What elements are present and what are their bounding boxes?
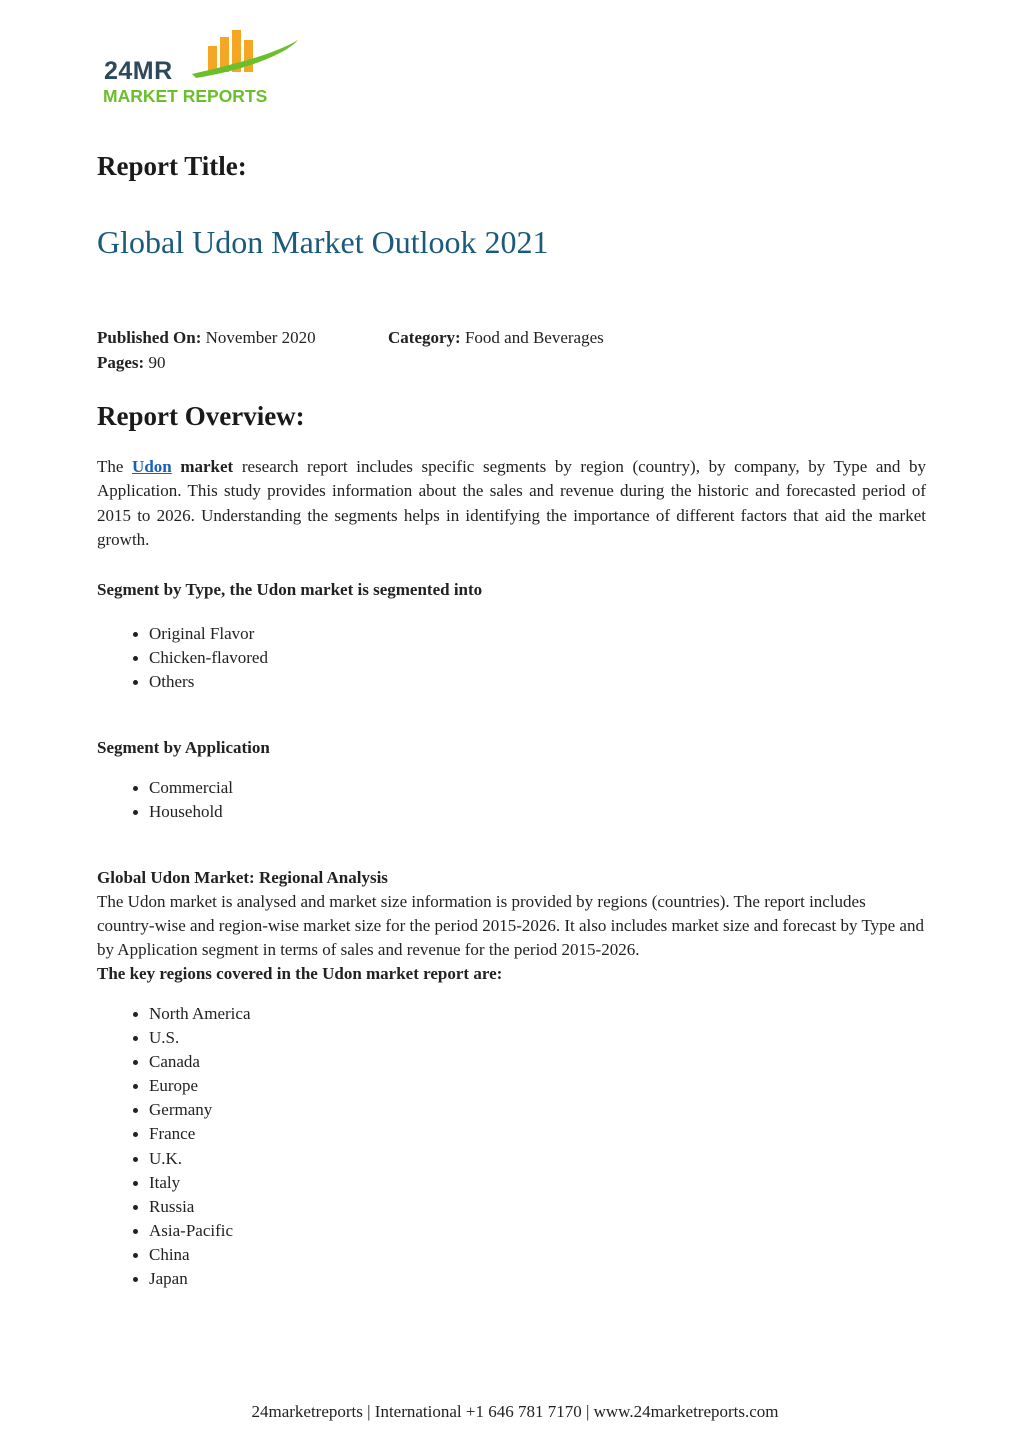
udon-link[interactable]: Udon [132, 457, 172, 476]
list-item: Others [149, 670, 268, 694]
list-item: Germany [149, 1098, 251, 1122]
list-item: Commercial [149, 776, 233, 800]
report-overview-label: Report Overview: [97, 401, 305, 431]
published-on [97, 326, 316, 350]
logo-bottom-text: MARKET REPORTS [103, 86, 268, 106]
list-item: North America [149, 1002, 251, 1026]
segment-type-list [97, 622, 268, 694]
segment-application-list [97, 776, 233, 824]
regions-list [97, 1002, 251, 1291]
pages-label: Pages: [97, 353, 145, 372]
list-item: Europe [149, 1074, 251, 1098]
list-item: France [149, 1122, 251, 1146]
list-item: Japan [149, 1267, 251, 1291]
segment-type-heading: Segment by Type, the Udon market is segmented into [97, 580, 483, 599]
list-item: U.K. [149, 1147, 251, 1171]
company-logo [96, 26, 306, 108]
category-label: Category: [388, 328, 461, 347]
report-title: Global Udon Market Outlook 2021 [97, 224, 549, 260]
regional-body: The Udon market is analysed and market size information is provided by regions (countries). The report includes country-wise and region-wise market size for the period 2015-2026. It also includes market size and forecast by Type and by Application segment in terms of sales and revenue for the period 2015-2026. [97, 892, 924, 959]
overview-lead: The [97, 457, 124, 476]
report-title-label: Report Title: [97, 151, 247, 181]
list-item: Household [149, 800, 233, 824]
list-item: Original Flavor [149, 622, 268, 646]
list-item: Russia [149, 1195, 251, 1219]
list-item: Chicken-flavored [149, 646, 268, 670]
list-item: U.S. [149, 1026, 251, 1050]
published-label: Published On: [97, 328, 202, 347]
logo-top-text: 24MR [104, 57, 173, 85]
list-item: China [149, 1243, 251, 1267]
pages [97, 351, 165, 375]
page-footer: 24marketreports | International +1 646 781 7170 | www.24marketreports.com [251, 1402, 779, 1421]
list-item: Italy [149, 1171, 251, 1195]
category [388, 326, 604, 350]
category-value: Food and Beverages [464, 328, 604, 347]
list-item: Canada [149, 1050, 251, 1074]
key-regions-heading: The key regions covered in the Udon market report are: [97, 964, 503, 983]
regional-heading: Global Udon Market: Regional Analysis [97, 868, 388, 887]
overview-body: research report includes specific segments by region (country), by company, by Type and by Application. This study provides information about the sales and revenue during the historic and forecasted period of 2015 to 2026. Understanding the segments helps in identifying the importance of different factors that aid the market growth. [97, 457, 927, 549]
published-value: November 2020 [205, 328, 316, 347]
segment-application-heading: Segment by Application [97, 738, 270, 757]
overview-paragraph [97, 455, 926, 552]
overview-bold-word: market [180, 457, 234, 476]
list-item: Asia-Pacific [149, 1219, 251, 1243]
pages-value: 90 [148, 353, 166, 372]
regional-analysis [97, 866, 926, 986]
